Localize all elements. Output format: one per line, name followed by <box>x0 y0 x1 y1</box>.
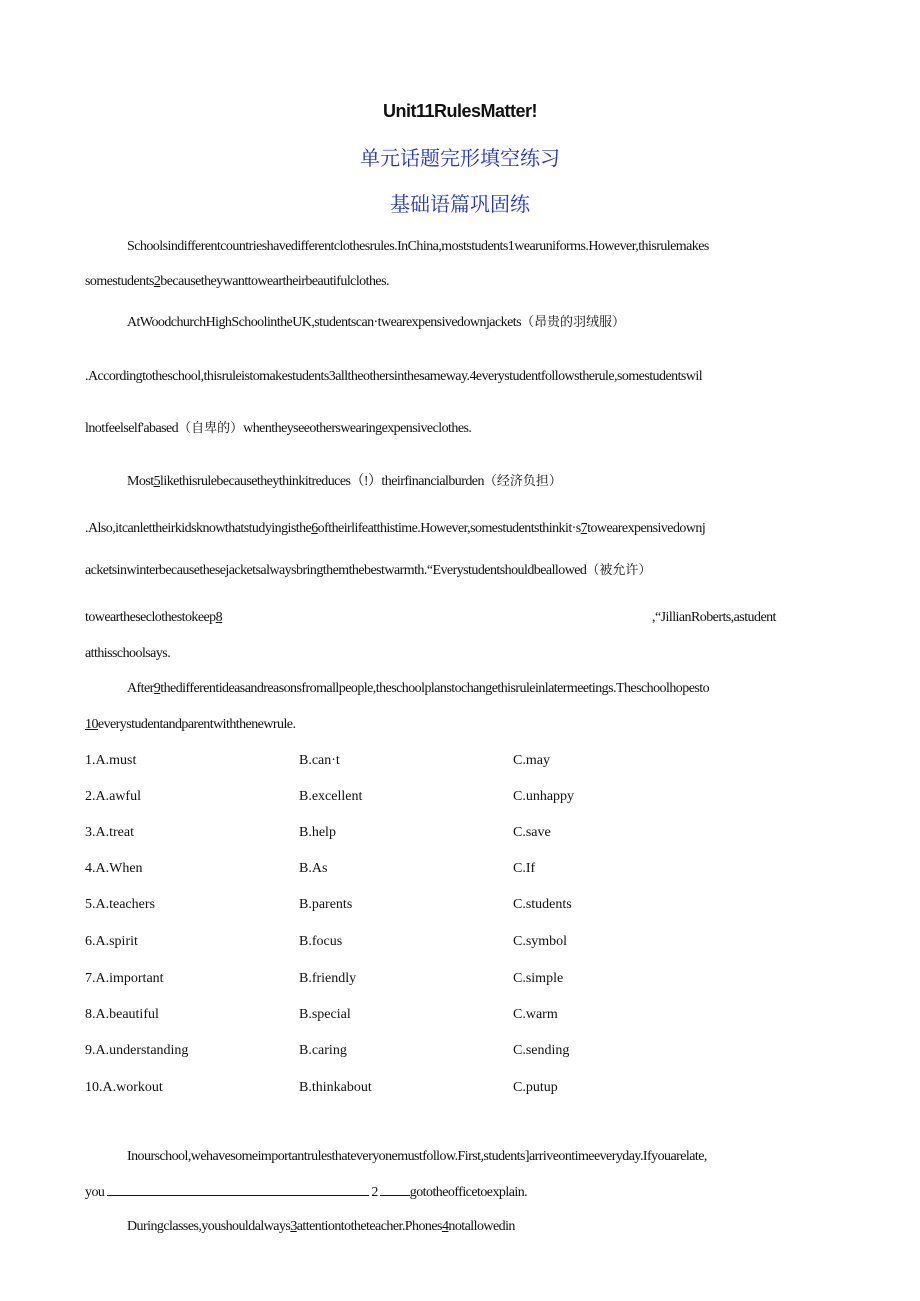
blank-number: 4 <box>469 369 476 384</box>
passage-line <box>127 1148 707 1166</box>
option-b: B.friendly <box>299 971 357 986</box>
blank-number: 10 <box>85 717 98 732</box>
passage-text: Duringclasses,youshouldalways <box>127 1219 291 1234</box>
blank-number: 3 <box>290 1219 297 1234</box>
option-a: 3.A.treat <box>85 825 134 840</box>
passage-text: alltheothersinthesameway. <box>335 369 470 384</box>
passage-line <box>85 562 651 580</box>
option-b: B.excellent <box>299 789 363 804</box>
passage-line <box>652 609 776 627</box>
option-c: C.sending <box>513 1043 570 1058</box>
passage-line <box>85 609 222 627</box>
passage-text: oftheirlifeatthistime.However,somestudentsthinkit·s <box>317 521 581 536</box>
passage-text: acketsinwinterbecausethesejacketsalwaysbringthemthebestwarmth.“Everystudentshouldbeallowed <box>85 563 587 578</box>
passage-line <box>127 238 709 256</box>
option-b: B.special <box>299 1007 351 1022</box>
option-c: C.simple <box>513 971 564 986</box>
blank-number: 7 <box>580 521 588 536</box>
passage-text: gototheofficetoexplain. <box>409 1185 528 1200</box>
passage-text: everystudentandparentwiththenewrule. <box>97 717 296 732</box>
passage-line <box>85 645 170 663</box>
option-c: C.putup <box>513 1080 558 1095</box>
blank-number: 9 <box>153 681 161 696</box>
option-a: 5.A.teachers <box>85 897 155 912</box>
passage-text: towearexpensivedownj <box>587 521 706 536</box>
passage-text: becausetheywanttoweartheirbeautifulclothes. <box>160 274 389 289</box>
blank-number: 2 <box>153 274 161 289</box>
blank-number: 1 <box>507 239 515 254</box>
option-b: B.As <box>299 861 328 876</box>
option-a: 1.A.must <box>85 753 137 768</box>
passage-text: AtWoodchurchHighSchoolintheUK,studentscan·twearexpensivedownjackets <box>127 315 521 330</box>
passage-text: Inourschool,wehavesomeimportantrulesthateveryonemustfollow.First,students]arriveontimeeveryday.Ifyouarelate, <box>127 1149 707 1164</box>
passage-text: atthisschoolsays. <box>85 646 171 661</box>
blank-number: 4 <box>441 1219 449 1234</box>
answer-blank[interactable] <box>380 1183 410 1196</box>
option-a: 7.A.important <box>85 971 164 986</box>
section-subtitle: 单元话题完形填空练习 <box>360 146 560 170</box>
option-a: 8.A.beautiful <box>85 1007 159 1022</box>
passage-line <box>127 314 625 332</box>
passage-text: notallowedin <box>448 1219 515 1234</box>
passage-text: wearuniforms.However,thisrulemakes <box>514 239 709 254</box>
passage-line <box>127 1218 515 1236</box>
option-c: C.save <box>513 825 551 840</box>
option-c: C.may <box>513 753 550 768</box>
passage-line <box>85 1183 527 1202</box>
option-b: B.help <box>299 825 336 840</box>
passage-text: toweartheseclothestokeep <box>85 610 216 625</box>
passage-text: After <box>127 681 154 696</box>
chinese-gloss: （昂贵的羽绒服） <box>520 315 625 330</box>
option-a: 4.A.When <box>85 861 143 876</box>
blank-number: 8 <box>215 610 223 625</box>
passage-text: Schoolsindifferentcountrieshavedifferentclothesrules.InChina,moststudents <box>127 239 508 254</box>
option-b: B.focus <box>299 934 343 949</box>
option-b: B.can·t <box>299 753 340 768</box>
exercise-subtitle: 基础语篇巩固练 <box>390 192 530 216</box>
option-c: C.unhappy <box>513 789 575 804</box>
passage-line <box>85 420 471 438</box>
chinese-gloss: （自卑的） <box>178 421 244 436</box>
passage-text: lnotfeelself'abased <box>85 421 179 436</box>
passage-line <box>127 680 709 698</box>
passage-text: .Accordingtotheschool,thisruleistomakestudents <box>85 369 329 384</box>
blank-number: 3 <box>328 369 336 384</box>
blank-number: 6 <box>311 521 318 536</box>
option-a: 2.A.awful <box>85 789 141 804</box>
passage-line <box>85 368 702 386</box>
passage-text: attentiontotheteacher.Phones <box>296 1219 442 1234</box>
page-title: Unit11RulesMatter! <box>382 101 538 121</box>
option-a: 9.A.understanding <box>85 1043 189 1058</box>
passage-text: Most <box>127 474 154 489</box>
passage-line <box>127 473 562 491</box>
option-a: 10.A.workout <box>85 1080 163 1095</box>
passage-text: everystudentfollowstherule,somestudentswil <box>475 369 703 384</box>
passage-text: you <box>85 1185 105 1200</box>
option-c: C.If <box>513 861 536 876</box>
passage-line <box>85 273 389 291</box>
chinese-gloss: （被允许） <box>586 563 652 578</box>
answer-blank[interactable] <box>107 1183 369 1196</box>
option-c: C.symbol <box>513 934 568 949</box>
option-b: B.caring <box>299 1043 347 1058</box>
option-a: 6.A.spirit <box>85 934 138 949</box>
option-b: B.thinkabout <box>299 1080 372 1095</box>
passage-line <box>85 520 705 538</box>
passage-text: whentheyseeotherswearingexpensiveclothes. <box>243 421 472 436</box>
passage-text: .Also,itcanlettheirkidsknowthatstudyingisthe <box>85 521 312 536</box>
chinese-gloss: （经济负担） <box>483 474 562 489</box>
option-c: C.warm <box>513 1007 558 1022</box>
passage-text: ,“JillianRoberts,astudent <box>652 610 776 625</box>
option-b: B.parents <box>299 897 353 912</box>
passage-text: likethisrulebecausetheythinkitreduces（!）theirfinancialburden <box>160 474 484 489</box>
blank-number: 2 <box>371 1185 378 1200</box>
passage-line <box>85 716 295 734</box>
blank-number: 5 <box>153 474 161 489</box>
option-c: C.students <box>513 897 572 912</box>
passage-text: thedifferentideasandreasonsfromallpeople,theschoolplanstochangethisruleinlatermeetings.Theschoolhopesto <box>160 681 710 696</box>
passage-text: somestudents <box>85 274 154 289</box>
